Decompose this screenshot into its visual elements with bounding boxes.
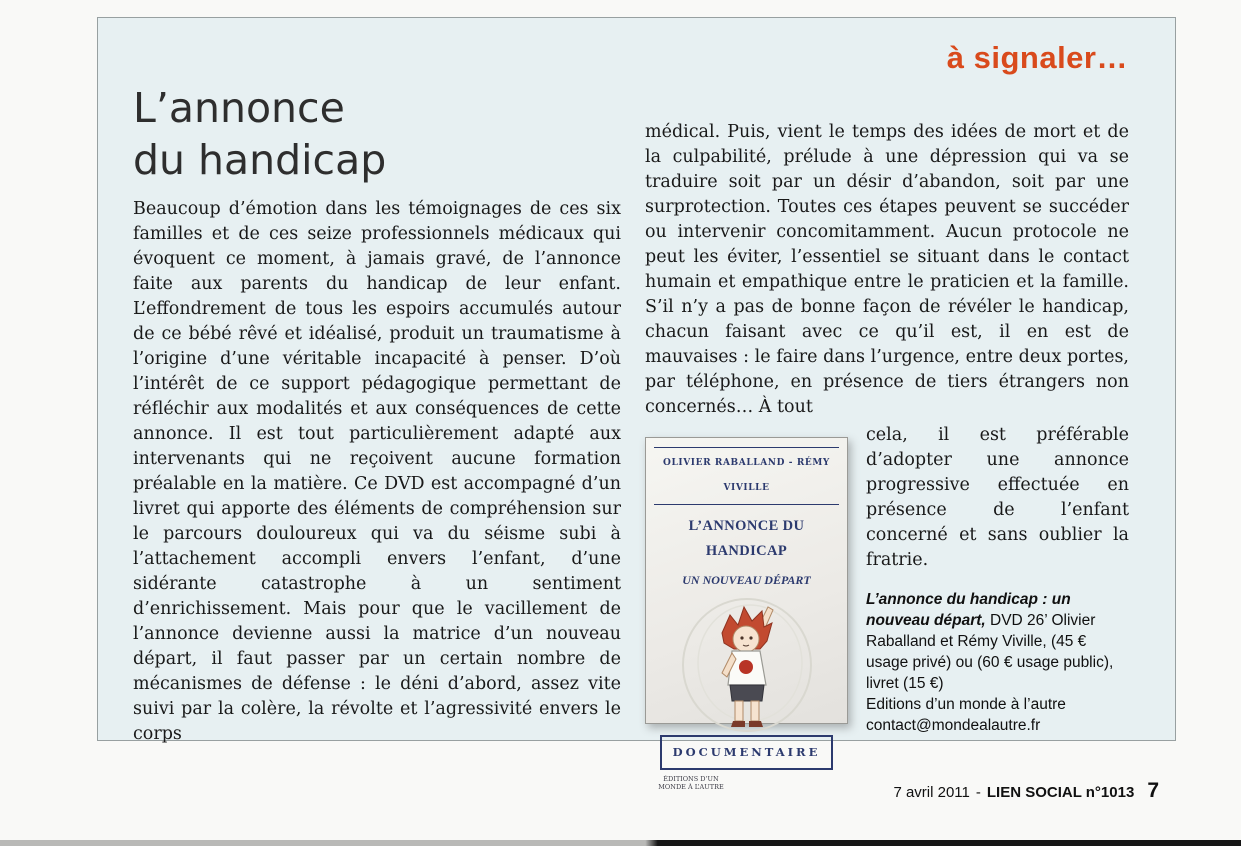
caption-publisher: Editions d’un monde à l’autre [866, 696, 1066, 713]
body-paragraph-left: Beaucoup d’émotion dans les témoignages de ces six familles et de ces seize professionnels médicaux qui évoquent ce moment, à jamais gravé, de l’annonce faite aux parents du handicap de leur enfant. L’effondrement de tous les espoirs accumulés autour de ce bébé rêvé et idéalisé, produit un traumatisme à l’origine d’une véritable incapacité à penser. D’où l’intérêt de ce support pédagogique permettant de réfléchir aux modalités et aux conséquences de cette annonce. Il est tout particulièrement adapté aux intervenants qui ne reçoivent aucune formation préalable en la matière. Ce DVD est accompagné d’un livret qui apporte des éléments de compréhension sur le parcours douloureux qui va du séisme subi à l’attachement accompli envers l’enfant, d’une sidérante catastrophe à un sentiment d’enrichissement. Mais pour que le vacillement de l’annonce devienne aussi la matrice d’un nouveau départ, il faut passer par un certain nombre de mécanismes de défense : le déni d’abord, assez vite suivi par la colère, la révolte et l’agressivité envers le corps [133, 199, 621, 744]
article-column-left [133, 197, 621, 747]
title-line1: L’annonce [133, 84, 345, 132]
dvd-cover-authors: OLIVIER RABALLAND - RÉMY VIVILLE [654, 447, 839, 505]
body-paragraph-wrap: cela, il est préférable d’adopter une annonce progressive effectuée en présence de l’enfant concerné et sans oublier la fratrie. [866, 425, 1129, 570]
child-drawing-svg [672, 593, 822, 735]
caption-details: DVD 26’ Olivier Raballand et Rémy Viville, (45 € usage privé) ou (60 € usage public), livret (15 €) [866, 612, 1114, 692]
scan-edge-artifact [0, 840, 1241, 846]
page-footer [893, 779, 1159, 803]
article-title [133, 82, 386, 186]
caption-email: contact@mondealautre.fr [866, 717, 1041, 734]
dvd-cover-subtitle: UN NOUVEAU DÉPART [682, 573, 811, 587]
article-column-right [645, 120, 1129, 791]
title-line2: du handicap [133, 136, 387, 184]
footer-date: 7 avril 2011 [893, 784, 970, 801]
footer-magazine-issue: LIEN SOCIAL n°1013 [986, 784, 1135, 801]
dvd-cover-front [645, 437, 848, 791]
dvd-cover-publisher-logo: ÉDITIONS D’UN MONDE À L’AUTRE [658, 775, 724, 791]
dvd-cover-genre-label: DOCUMENTAIRE [660, 735, 833, 770]
footer-separator: - [975, 784, 981, 801]
dvd-cover [645, 437, 850, 791]
section-header: à signaler… [946, 40, 1128, 75]
body-paragraph-right: médical. Puis, vient le temps des idées de mort et de la culpabilité, prélude à une dépression qui va se traduire soit par un désir d’abandon, soit par une surprotection. Toutes ces étapes peuvent se succéder ou intervenir concomitamment. Aucun protocole ne peut les éviter, l’essentiel se situant dans le contact humain et empathique entre le praticien et la famille. S’il n’y a pas de bonne façon de révéler le handicap, chacun faisant avec ce qu’il est, il en est de mauvaises : le faire dans l’urgence, entre deux portes, par téléphone, en présence de tiers étrangers non concernés… À tout [645, 122, 1129, 417]
footer-page-number: 7 [1147, 779, 1159, 802]
child-illustration [654, 593, 839, 735]
dvd-cover-title: L’ANNONCE DU HANDICAP [688, 518, 805, 559]
image-and-wrap-text [645, 423, 1129, 791]
caption-title: L’annonce du handicap : un nouveau départ, [866, 591, 1071, 629]
